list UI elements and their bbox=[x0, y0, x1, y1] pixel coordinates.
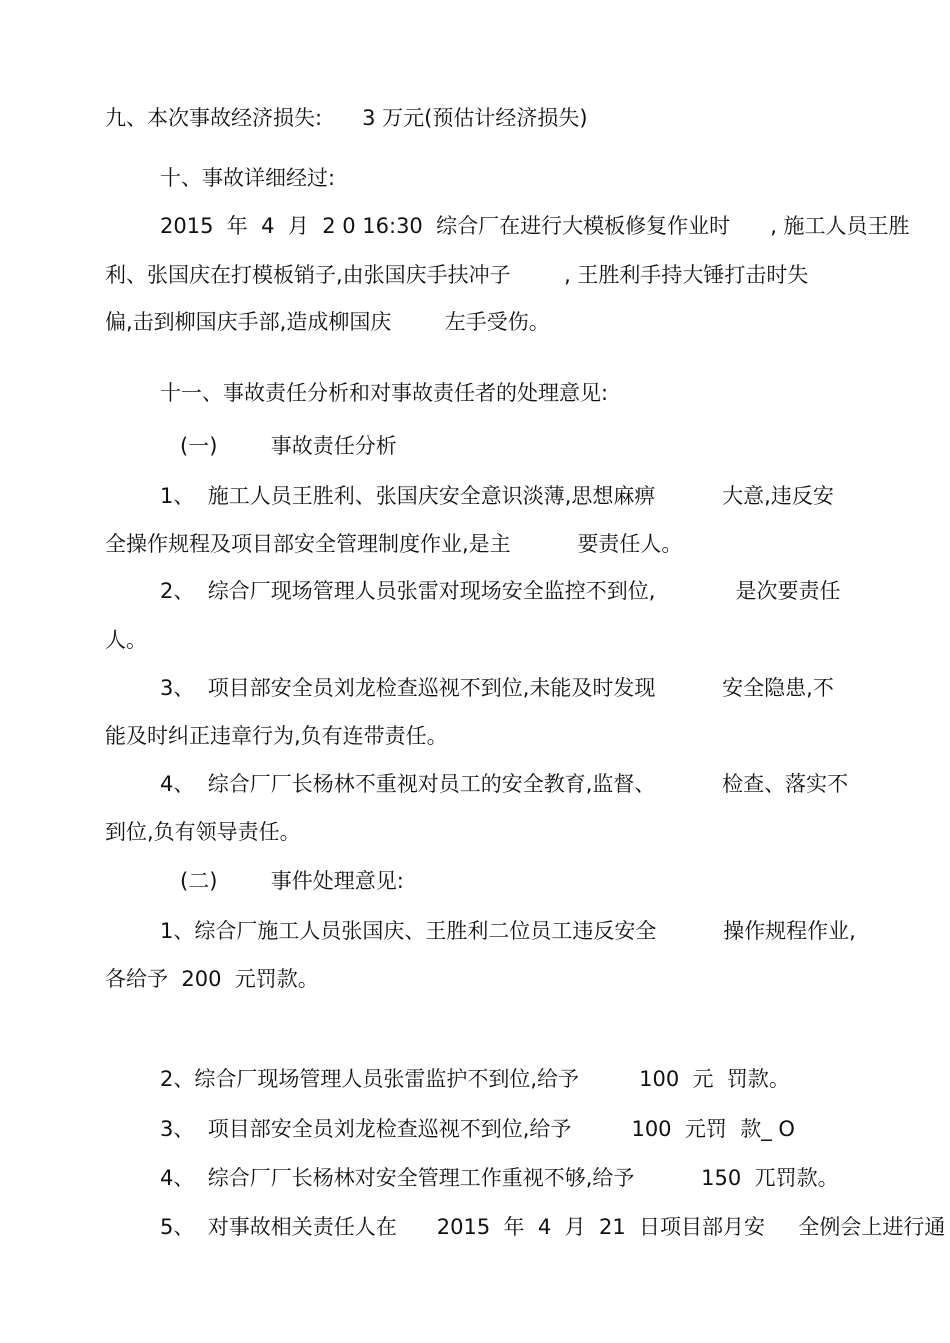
accident-detail-line-1: 2015 年 4 月 2 0 16:30 综合厂在进行大模板修复作业时 , 施工人员王胜 bbox=[160, 214, 910, 238]
responsibility-item-4-cont: 到位,负有领导责任。 bbox=[105, 820, 301, 844]
responsibility-item-2-cont: 人。 bbox=[105, 628, 147, 652]
subsection-1-heading: (一) 事故责任分析 bbox=[180, 434, 397, 458]
responsibility-item-3: 3、 项目部安全员刘龙检查巡视不到位,未能及时发现 安全隐患,不 bbox=[160, 676, 834, 700]
responsibility-item-2: 2、 综合厂现场管理人员张雷对现场安全监控不到位, 是次要责任 bbox=[160, 579, 841, 603]
section-9-economic-loss: 九、本次事故经济损失: 3 万元(预估计经济损失) bbox=[105, 106, 588, 130]
section-10-heading: 十、事故详细经过: bbox=[160, 166, 336, 190]
handling-item-2: 2、综合厂现场管理人员张雷监护不到位,给予 100 元 罚款。 bbox=[160, 1067, 790, 1091]
handling-item-4: 4、 综合厂厂长杨林对安全管理工作重视不够,给予 150 兀罚款。 bbox=[160, 1166, 839, 1190]
accident-detail-line-3: 偏,击到柳国庆手部,造成柳国庆 左手受伤。 bbox=[105, 310, 550, 334]
accident-detail-line-2: 利、张国庆在打模板销子,由张国庆手扶冲子 , 王胜利手持大锤打击时失 bbox=[105, 263, 809, 287]
subsection-2-heading: (二) 事件处理意见: bbox=[180, 869, 404, 893]
responsibility-item-1-cont: 全操作规程及项目部安全管理制度作业,是主 要责任人。 bbox=[105, 532, 683, 556]
responsibility-item-4: 4、 综合厂厂长杨林不重视对员工的安全教育,监督、 检查、落实不 bbox=[160, 772, 849, 796]
responsibility-item-1: 1、 施工人员王胜利、张国庆安全意识淡薄,思想麻痹 大意,违反安 bbox=[160, 484, 834, 508]
handling-item-1: 1、综合厂施工人员张国庆、王胜利二位员工违反安全 操作规程作业, bbox=[160, 919, 856, 943]
responsibility-item-3-cont: 能及时纠正违章行为,负有连带责任。 bbox=[105, 724, 448, 748]
handling-item-1-cont: 各给予 200 元罚款。 bbox=[105, 967, 319, 991]
handling-item-5: 5、 对事故相关责任人在 2015 年 4 月 21 日项目部月安 全例会上进行通 bbox=[160, 1215, 946, 1239]
section-11-heading: 十一、事故责任分析和对事故责任者的处理意见: bbox=[160, 381, 609, 405]
handling-item-3: 3、 项目部安全员刘龙检查巡视不到位,给予 100 元罚 款_ O bbox=[160, 1117, 795, 1141]
